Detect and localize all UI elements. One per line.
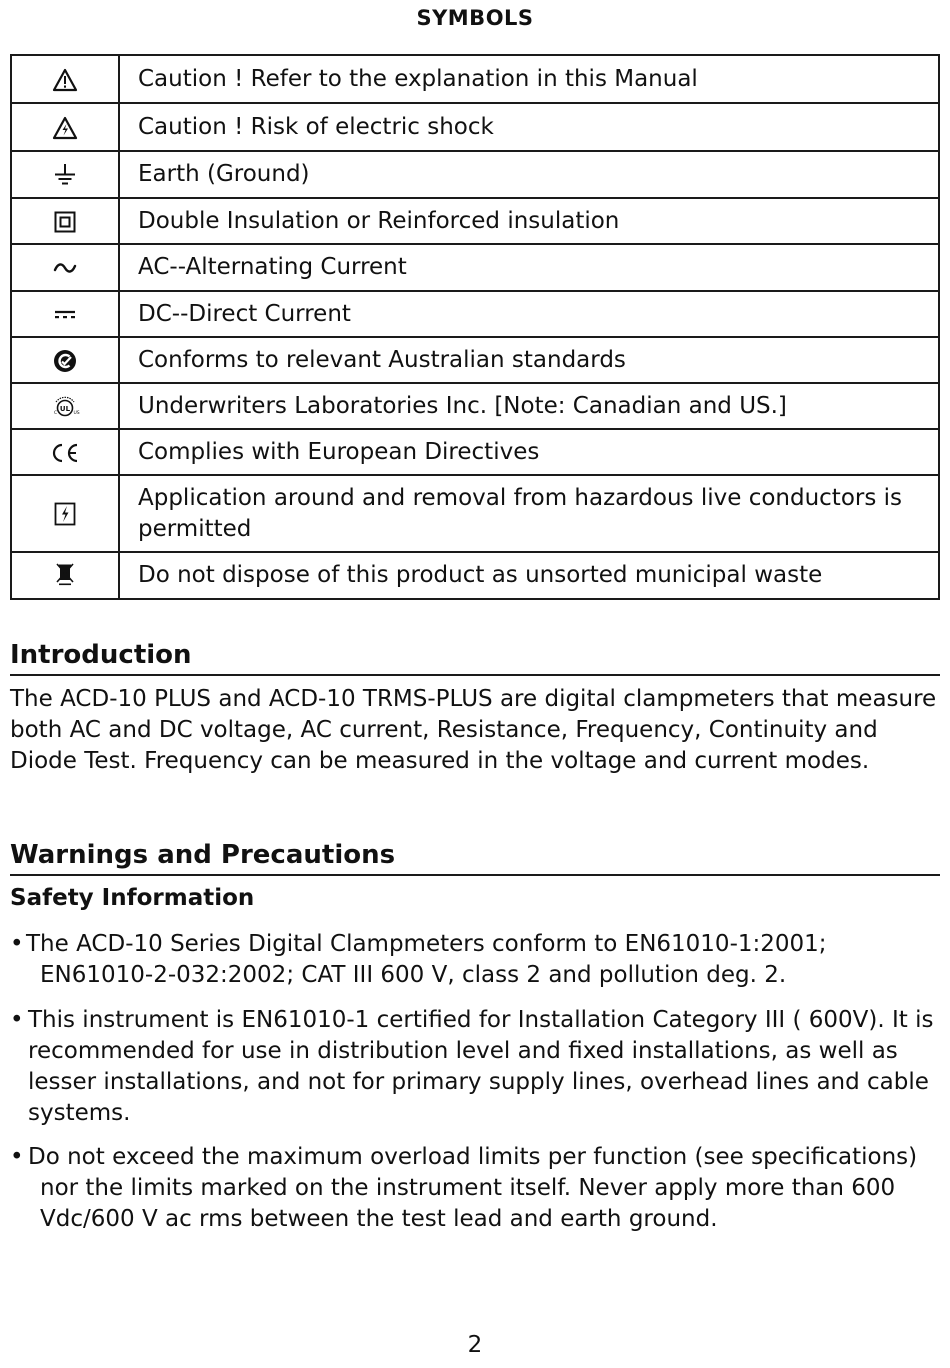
table-row [11, 55, 939, 103]
table-row [11, 337, 939, 383]
symbol-description: Caution ! Refer to the explanation in this Manual [119, 55, 939, 103]
bullet-text: The ACD-10 Series Digital Clampmeters conform to EN61010-1:2001; EN61010-2-032:2002; CAT III 600 V, class 2 and pollution deg. 2. [26, 931, 827, 988]
symbol-description: Complies with European Directives [119, 429, 939, 475]
symbol-description: Conforms to relevant Australian standards [119, 337, 939, 383]
symbols-title: SYMBOLS [416, 6, 534, 30]
ce-mark-icon [50, 442, 80, 464]
symbol-description: Double Insulation or Reinforced insulation [119, 198, 939, 244]
table-row [11, 198, 939, 244]
list-item [10, 1142, 940, 1235]
table-row [11, 429, 939, 475]
table-row [11, 552, 939, 599]
table-row [11, 291, 939, 337]
svg-text:UL: UL [59, 405, 71, 414]
safety-information-subheading: Safety Information [10, 885, 255, 911]
c-tick-icon [53, 349, 77, 373]
introduction-body: The ACD-10 PLUS and ACD-10 TRMS-PLUS are digital clampmeters that measure both AC and DC voltage, AC current, Resistance, Frequency, Continuity and Diode Test. Frequency can be measured in the voltage and current modes. [10, 686, 937, 774]
bullet-text: This instrument is EN61010-1 certified for Installation Category III ( 600V). It is recommended for use in distribution level and fixed installations, as well as lesser installations, and not for primary supply lines, overhead lines and cable systems. [28, 1007, 934, 1126]
page-number: 2 [467, 1332, 483, 1358]
bullet-text: Do not exceed the maximum overload limits per function (see specifications) nor the limits marked on the instrument itself. Never apply more than 600 Vdc/600 V ac rms between the test lead and earth ground. [28, 1144, 918, 1232]
electric-shock-triangle-icon [52, 116, 78, 140]
weee-bin-icon [55, 562, 75, 590]
bullet-dot: • [10, 1007, 24, 1033]
list-item [10, 929, 940, 991]
table-row [11, 383, 939, 429]
ac-wave-icon [53, 261, 77, 275]
bullet-dot: • [10, 931, 24, 957]
symbol-description: AC--Alternating Current [119, 244, 939, 291]
symbol-description: Do not dispose of this product as unsorted municipal waste [119, 552, 939, 599]
introduction-heading: Introduction [10, 640, 940, 676]
earth-ground-icon [54, 163, 76, 187]
hazardous-live-icon [54, 502, 76, 526]
symbol-description: DC--Direct Current [119, 291, 939, 337]
symbols-table [10, 54, 940, 600]
symbol-description: Earth (Ground) [119, 151, 939, 198]
symbol-description: Application around and removal from hazardous live conductors is permitted [119, 475, 939, 552]
table-row [11, 151, 939, 198]
warnings-heading: Warnings and Precautions [10, 840, 940, 876]
symbol-description: Caution ! Risk of electric shock [119, 103, 939, 151]
bullet-dot: • [10, 1144, 24, 1170]
table-row [11, 103, 939, 151]
svg-text:US: US [73, 411, 80, 417]
dc-current-icon [53, 309, 77, 321]
symbol-description: Underwriters Laboratories Inc. [Note: Canadian and US.] [119, 383, 939, 429]
caution-triangle-icon [52, 68, 78, 92]
svg-text:C: C [54, 411, 58, 417]
table-row [11, 475, 939, 552]
table-row [11, 244, 939, 291]
double-insulation-icon [54, 211, 76, 233]
list-item [10, 1005, 940, 1129]
ul-classified-icon [50, 393, 80, 419]
